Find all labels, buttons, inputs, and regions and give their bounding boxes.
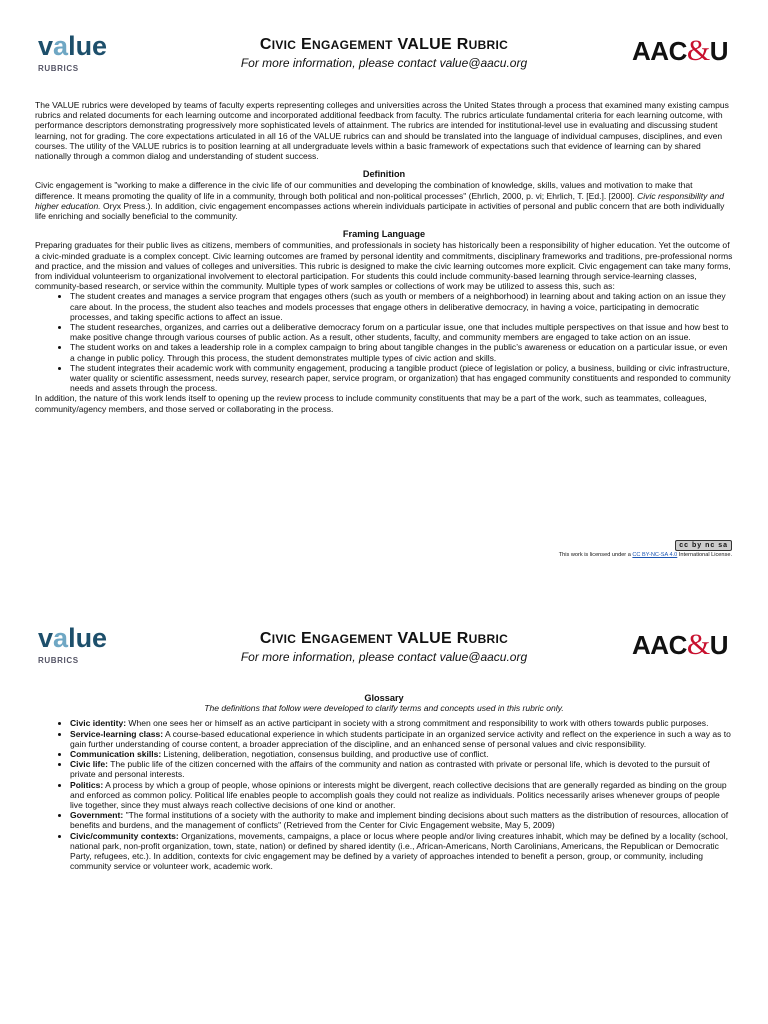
rubrics-label: RUBRICS <box>38 64 79 73</box>
page1-body <box>35 100 733 414</box>
contact-subtitle: For more information, please contact value@aacu.org <box>240 650 528 664</box>
work-sample-list <box>35 291 733 393</box>
definition-heading: Definition <box>362 169 406 180</box>
page-2 <box>0 594 768 1024</box>
framing-heading: Framing Language <box>342 229 426 240</box>
closing-paragraph: In addition, the nature of this work lends itself to opening up the review process to include community constituents that may be a part of the work, such as teammates, colleagues, community/agency members, and those served or collaborating in the process. <box>35 393 707 414</box>
rubrics-label: RUBRICS <box>38 656 79 665</box>
list-item: • The student researches, organizes, and carries out a deliberative democracy forum on a particular issue, one that includes multiple perspectives on that issue and how best to make positive change through various courses of public action. As a result, other students, faculty, and community members are engaged to take action on an issue. <box>70 322 733 342</box>
glossary-item: • Politics: A process by which a group of people, whose opinions or interests might be divergent, reach collective decisions that are generally regarded as binding on the group and enforced as common policy. Political life enables people to accomplish goals they could not realize as individuals. Politics necessarily arises whenever groups of people live together, since they must always reach collective decisions of one kind or another. <box>70 780 733 811</box>
glossary-section <box>35 693 733 871</box>
value-rubrics-logo: value RUBRICS <box>38 623 108 665</box>
framing-paragraph: Preparing graduates for their public lives as citizens, members of communities, and professionals in society has historically been a responsibility of higher education. Yet the outcome of a civic-minded graduate is a complex concept. Civic learning outcomes are framed by personal identity and commitments, disciplinary frameworks and traditions, pre-professional norms and practice, and the mission and values of colleges and universities. This rubric is designed to make the civic learning outcomes more explicit. Civic engagement can take many forms, from individual volunteerism to organizational involvement to electoral participation. For students this could include community-based learning through service-learning classes, community-based research, or service within the community. Multiple types of work samples or collections of work may be utilized to assess this, such as: <box>35 240 733 292</box>
intro-paragraph: The VALUE rubrics were developed by teams of faculty experts representing colleges and universities across the United States through a process that examined many existing campus rubrics and related documents for each learning outcome and incorporated additional feedback from faculty. The rubrics articulate fundamental criteria for each learning outcome, with performance descriptors demonstrating progressively more sophisticated levels of attainment. The rubrics are intended for institutional-level use in evaluating and discussing student learning, not for grading. The core expectations articulated in all 16 of the VALUE rubrics can and should be translated into the language of individual campuses, disciplines, and even courses. The utility of the VALUE rubrics is to position learning at all undergraduate levels within a basic framework of expectations such that evidence of learning can by shared nationally through a common dialog and understanding of student success. <box>35 100 729 162</box>
contact-subtitle: For more information, please contact value@aacu.org <box>240 56 528 70</box>
page-header <box>0 0 768 73</box>
glossary-item: • Civic/community contexts: Organizations, movements, campaigns, a place or locus where people and/or living creatures inhabit, which may be defined by a locality (school, national park, non-profit organization, town, state, nation) or defined by shared identity (i.e., African-Americans, North Carolinians, Americans, the Republican or Democratic Party, refugees, etc.). In addition, contexts for civic engagement may be defined by a variety of approaches intended to benefit a person, group, or community, including community service or volunteer work, academic work. <box>70 831 733 872</box>
aacu-logo: AAC&U <box>632 628 728 661</box>
glossary-item: • Civic life: The public life of the citizen concerned with the affairs of the community and nation as contrasted with private or personal life, which is devoted to the pursuit of private and personal interests. <box>70 759 733 779</box>
definition-paragraph: Civic engagement is "working to make a difference in the civic life of our communities and developing the combination of knowledge, skills, values and motivation to make that difference. It means promoting the quality of life in a community, through both political and non-political processes" (Ehrlich, 2000, p. vi; Ehrlich, T. [Ed.]. [2000]. Civic responsibility and higher education. Oryx Press.). In addition, civic engagement encompasses actions wherein individuals participate in activities of personal and public concern that are both individually life enriching and socially beneficial to the community. <box>35 180 725 222</box>
glossary-subtitle: The definitions that follow were developed to clarify terms and concepts used in this rubric only. <box>204 703 564 714</box>
cc-license-icon: cc by nc sa <box>675 540 732 551</box>
license-notice: cc by nc sa This work is licensed under a CC BY-NC-SA 4.0 International License. <box>558 542 732 558</box>
page-title: CIVIC ENGAGEMENT VALUE RUBRIC <box>259 36 509 53</box>
glossary-item: • Civic identity: When one sees her or himself as an active participant in society with a strong commitment and responsibility to work with others towards public purposes. <box>70 718 733 728</box>
glossary-heading: Glossary <box>364 693 404 703</box>
list-item: • The student creates and manages a service program that engages others (such as youth or members of a neighborhood) in learning about and taking action on an issue they care about. In the process, the student also teaches and models processes that engage others in deliberative democracy, in having a voice, participating in democratic processes, and taking specific actions to affect an issue. <box>70 291 733 322</box>
page-header <box>0 594 768 664</box>
glossary-item: • Government: "The formal institutions of a society with the authority to make and implement binding decisions about such matters as the distribution of resources, allocation of benefits and burdens, and the management of conflicts" (Retrieved from the Center for Civic Engagement website, May 5, 2009) <box>70 810 733 830</box>
glossary-item: • Service-learning class: A course-based educational experience in which students participate in an organized service activity and reflect on the experience in such a way as to gain further understanding of course content, a broader appreciation of the discipline, and an enhanced sense of personal values and civic responsibility. <box>70 729 733 749</box>
glossary-list <box>35 718 733 871</box>
aacu-logo: AAC&U <box>632 34 728 67</box>
list-item: • The student works on and takes a leadership role in a complex campaign to bring about tangible changes in the public’s awareness or education on a particular issue, or even a change in public policy. Through this process, the student demonstrates multiple types of civic action and skills. <box>70 342 733 362</box>
list-item: • The student integrates their academic work with community engagement, producing a tangible product (piece of legislation or policy, a business, building or civic infrastructure, water quality or scientific assessment, needs survey, research paper, service program, or organization) that has engaged community constituents and responded to community needs and assets through the process. <box>70 363 733 394</box>
page-title: CIVIC ENGAGEMENT VALUE RUBRIC <box>259 630 509 647</box>
license-link[interactable]: CC BY-NC-SA 4.0 <box>632 552 678 558</box>
glossary-item: • Communication skills: Listening, deliberation, negotiation, consensus building, and productive use of conflict. <box>70 749 733 759</box>
value-rubrics-logo: value RUBRICS <box>38 31 108 73</box>
